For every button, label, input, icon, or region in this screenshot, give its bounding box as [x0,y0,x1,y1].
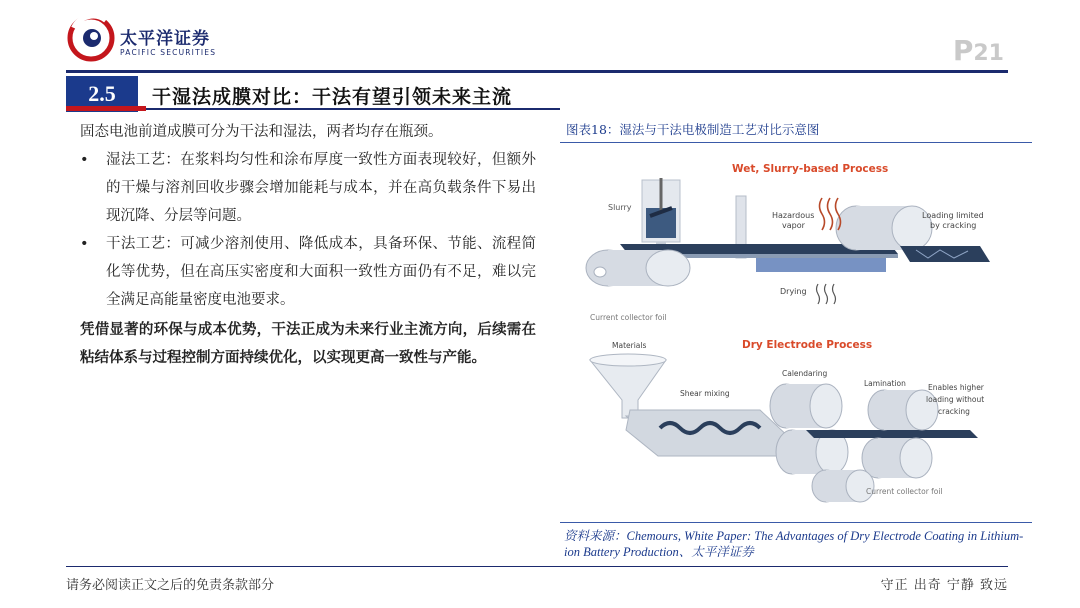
calendaring-rollers-icon [770,384,848,474]
slurry-hopper-icon [642,178,680,254]
bullet-dot: • [80,152,89,168]
enables-label-2: loading without [926,395,985,404]
page-number-value: 21 [973,41,1004,66]
loading-limited-label-1: Loading limited [922,211,984,220]
bullet-item-wet [80,146,536,230]
bullet-item-dry [80,230,536,314]
cracked-electrode [900,246,990,262]
footer-disclaimer: 请务必阅读正文之后的免责条款部分 [66,578,275,593]
hazardous-vapor-label-2: vapor [782,221,805,230]
drying-zone [756,258,886,272]
dry-process-title: Dry Electrode Process [742,339,873,351]
enables-label-3: cracking [938,407,970,416]
shear-mixer-icon [626,410,792,456]
wet-roller-right [836,206,932,250]
section-number-badge: 2.5 [66,76,138,112]
drying-label: Drying [780,287,807,296]
footer-motto: 守正 出奇 宁静 致远 [880,578,1008,593]
section-badge-underline [66,106,146,111]
heat-icon [817,284,836,304]
header-divider [66,70,1008,73]
wet-foil-label: Current collector foil [590,313,667,322]
bullet-text-dry: 干法工艺：可减少溶剂使用、降低成本，具备环保、节能、流程简化等优势，但在高压实密度和大面积一致性方面仍有不足，难以完全满足高能量密度电池要求。 [106,236,536,308]
materials-funnel-icon [590,360,666,418]
lamination-label: Lamination [864,379,906,388]
figure-caption: 图表18：湿法与干法电极制造工艺对比示意图 [566,122,820,137]
bullet-text-wet: 湿法工艺：在浆料均匀性和涂布厚度一致性方面表现较好，但额外的干燥与溶剂回收步骤会增加能耗与成本，并在高负载条件下易出现沉降、分层等问题。 [106,152,536,224]
page-number [953,34,1004,67]
wet-process-title: Wet, Slurry-based Process [732,163,889,175]
hazardous-vapor-label-1: Hazardous [772,211,815,220]
slurry-label: Slurry [608,203,632,212]
brand-name-cn: 太平洋证券 [120,29,210,49]
dry-foil-label: Current collector foil [866,487,943,496]
brand-logo [66,10,226,66]
shear-mixing-label: Shear mixing [680,389,730,398]
conclusion-paragraph: 凭借显著的环保与成本优势，干法正成为未来行业主流方向，后续需在粘结体系与过程控制方面持续优化，以实现更高一致性与产能。 [80,322,536,366]
figure-source: 资料来源：Chemours, White Paper: The Advantages of Dry Electrode Coating in Lithium-ion Battery Production、太平洋证券 [564,529,1024,559]
figure-bottom-rule [560,522,1032,523]
materials-label: Materials [612,341,647,350]
process-diagram [560,148,1032,520]
foil-roll-icon [812,470,874,502]
enables-label-1: Enables higher [928,383,984,392]
brand-logo-icon [66,10,116,62]
page-prefix: P [952,34,974,67]
brand-name-en: PACIFIC SECURITIES [120,48,217,57]
section-title-underline [146,108,560,110]
dry-electrode-film [806,430,978,438]
figure-top-rule [560,142,1032,143]
bullet-dot: • [80,236,89,252]
body-text [80,118,536,372]
calendaring-label: Calendaring [782,369,828,378]
section-title: 干湿法成膜对比：干法有望引领未来主流 [152,86,513,108]
footer-divider [66,566,1008,567]
loading-limited-label-2: by cracking [930,221,977,230]
intro-paragraph: 固态电池前道成膜可分为干法和湿法，两者均存在瓶颈。 [80,124,443,140]
wet-roller-left [586,250,690,286]
